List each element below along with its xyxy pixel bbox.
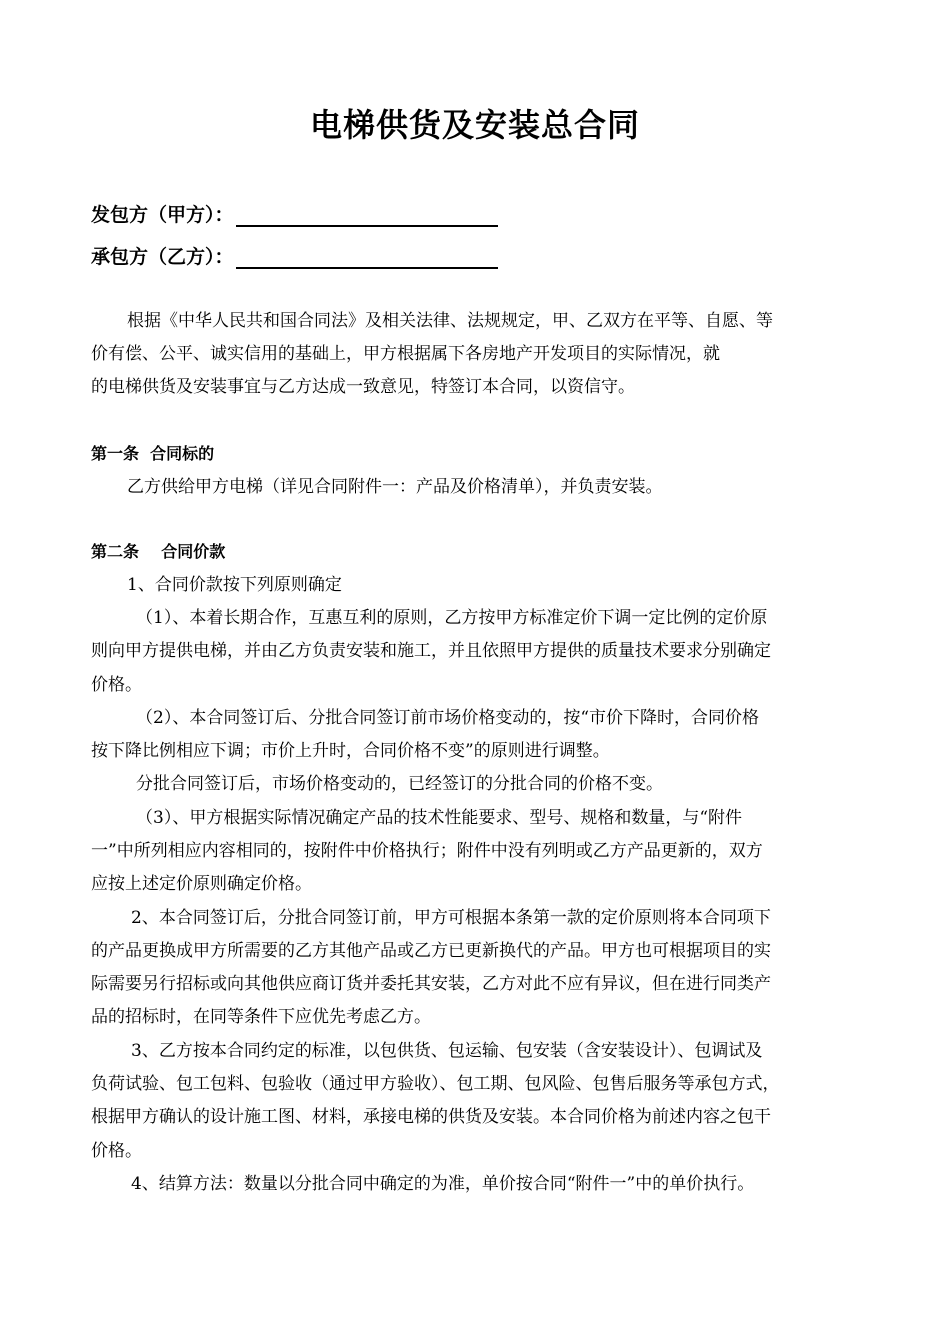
article-2-line: 应按上述定价原则确定价格。: [91, 874, 312, 894]
article-2-line: 2、本合同签订后，分批合同签订前，甲方可根据本条第一款的定价原则将本合同项下: [131, 908, 771, 928]
article-2-line: 品的招标时，在同等条件下应优先考虑乙方。: [91, 1007, 431, 1027]
article-2-line: 价格。: [91, 1141, 142, 1161]
article-2-line: 根据甲方确认的设计施工图、材料，承接电梯的供货及安装。本合同价格为前述内容之包干: [91, 1107, 771, 1127]
article-2-line: 则向甲方提供电梯，并由乙方负责安装和施工，并且依照甲方提供的质量技术要求分别确定: [91, 641, 771, 661]
article-2-line: （2）、本合同签订后、分批合同签订前市场价格变动的，按“市价下降时，合同价格: [136, 708, 760, 728]
article-2-line: 际需要另行招标或向其他供应商订货并委托其安装，乙方对此不应有异议，但在进行同类产: [91, 974, 771, 994]
party-a-line: [91, 200, 498, 227]
article-2-line: （1）、本着长期合作，互惠互利的原则，乙方按甲方标准定价下调一定比例的定价原: [136, 608, 768, 628]
article-1-heading: 第一条 合同标的: [91, 444, 215, 463]
article-2-line: 的产品更换成甲方所需要的乙方其他产品或乙方已更新换代的产品。甲方也可根据项目的实: [91, 941, 771, 961]
article-2-heading: 第二条 合同价款: [91, 542, 226, 561]
article-2-line: 4、结算方法：数量以分批合同中确定的为准，单价按合同“附件一”中的单价执行。: [131, 1174, 755, 1194]
article-2-line: 3、乙方按本合同约定的标准，以包供货、包运输、包安装（含安装设计）、包调试及: [131, 1041, 763, 1061]
party-b-line: [91, 242, 498, 269]
article-2-line: （3）、甲方根据实际情况确定产品的技术性能要求、型号、规格和数量，与“附件: [136, 808, 743, 828]
article-1-text: 乙方供给甲方电梯（详见合同附件一：产品及价格清单），并负责安装。: [127, 477, 663, 497]
party-b-blank: [236, 247, 498, 269]
party-b-label: 承包方（乙方）：: [91, 246, 234, 268]
article-2-line: 价格。: [91, 675, 142, 695]
article-2-line: 一”中所列相应内容相同的，按附件中价格执行；附件中没有列明或乙方产品更新的，双方: [91, 841, 763, 861]
party-a-blank: [236, 205, 498, 227]
article-2-line: 负荷试验、包工包料、包验收（通过甲方验收）、包工期、包风险、包售后服务等承包方式，: [91, 1074, 780, 1094]
preamble-line: 根据《中华人民共和国合同法》及相关法律、法规规定，甲、乙双方在平等、自愿、等: [127, 311, 773, 331]
article-2-line: 1、合同价款按下列原则确定: [127, 575, 342, 595]
article-2-line: 分批合同签订后，市场价格变动的，已经签订的分批合同的价格不变。: [136, 774, 663, 794]
document-title: 电梯供货及安装总合同: [309, 106, 640, 144]
article-2-line: 按下降比例相应下调；市价上升时，合同价格不变”的原则进行调整。: [91, 741, 610, 761]
preamble-line: 价有偿、公平、诚实信用的基础上，甲方根据属下各房地产开发项目的实际情况，就: [91, 344, 720, 364]
party-a-label: 发包方（甲方）：: [91, 204, 234, 226]
preamble-line: 的电梯供货及安装事宜与乙方达成一致意见，特签订本合同，以资信守。: [91, 377, 635, 397]
